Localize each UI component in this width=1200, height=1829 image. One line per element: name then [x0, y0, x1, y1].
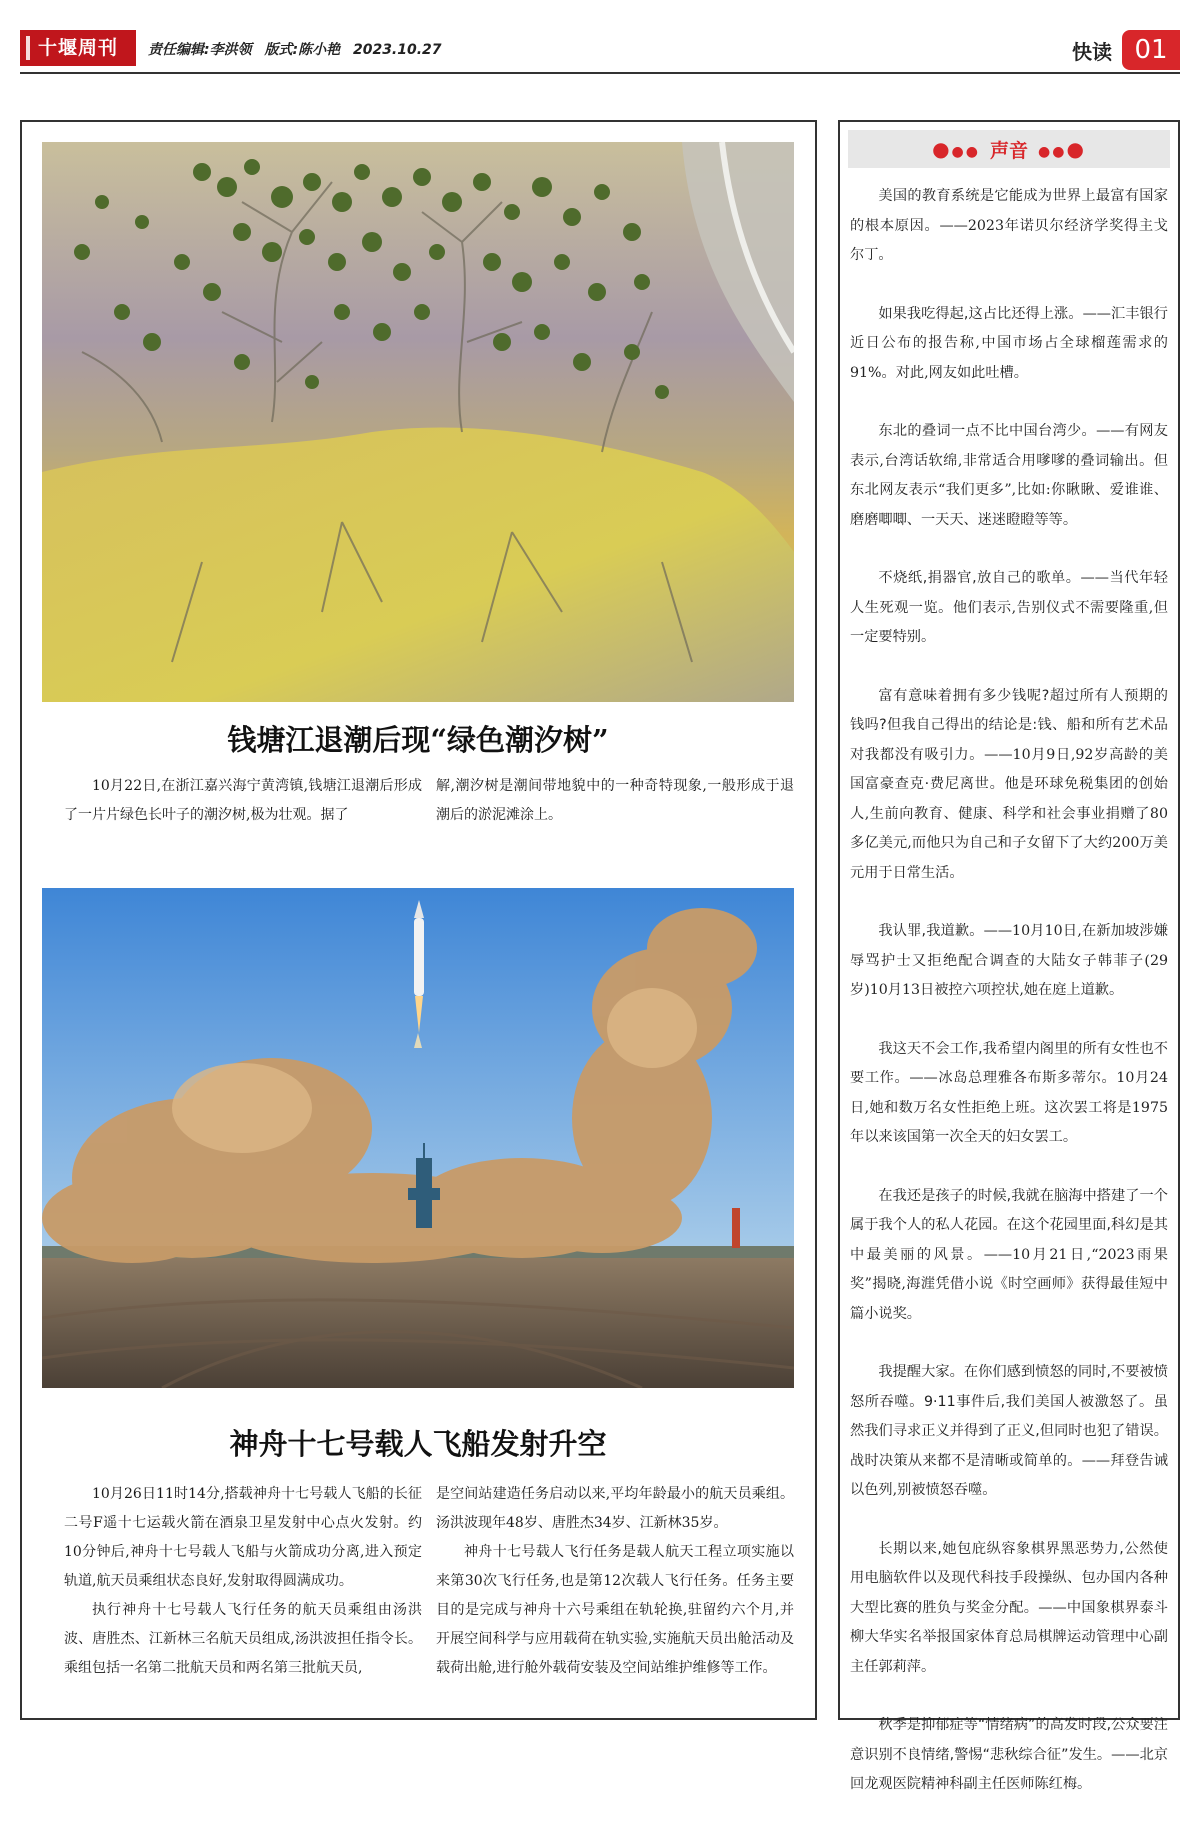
- rocket-launch-image: [42, 888, 794, 1388]
- story2-paragraph: 是空间站建造任务启动以来,平均年龄最小的航天员乘组。汤洪波现年48岁、唐胜杰34岁、江新林35岁。: [436, 1486, 794, 1531]
- quote-text: 富有意味着拥有多少钱呢?超过所有人预期的钱吗?但我自己得出的结论是:钱、船和所有艺术品对我都没有吸引力。: [850, 687, 1168, 763]
- story2-body: [42, 1480, 794, 1700]
- voices-header: [848, 130, 1170, 168]
- quote-source: ——有网友表示,台湾话软绵,非常适合用嗲嗲的叠词输出。但东北网友表示“我们更多”,比如:你瞅瞅、爱谁谁、磨磨唧唧、一天天、迷迷瞪瞪等等。: [850, 423, 1168, 528]
- quote-item: [850, 1358, 1168, 1506]
- quote-item: [850, 1711, 1168, 1800]
- decorative-dots-icon: ●●●: [1038, 137, 1086, 161]
- story1-text-right: 解,潮汐树是潮间带地貌中的一种奇特现象,一般形成于退潮后的淤泥滩涂上。: [436, 778, 794, 823]
- story2-paragraph: 执行神舟十七号载人飞行任务的航天员乘组由汤洪波、唐胜杰、江新林三名航天员组成,汤洪波担任指令长。乘组包括一名第二批航天员和两名第三批航天员,: [64, 1602, 422, 1676]
- quote-text: 长期以来,她包庇纵容象棋界黑恶势力,公然使用电脑软件以及现代科技手段操纵、包办国内各种大型比赛的胜负与奖金分配。: [850, 1540, 1168, 1616]
- quote-source: ——2023年诺贝尔经济学奖得主戈尔丁。: [850, 217, 1168, 263]
- quote-source: ——北京回龙观医院精神科副主任医师陈红梅。: [850, 1746, 1168, 1792]
- quote-text: 如果我吃得起,这占比还得上涨。: [878, 305, 1083, 322]
- editor-credit: 责任编辑:李洪领: [148, 42, 252, 58]
- quote-text: 我认罪,我道歉。: [878, 923, 984, 939]
- quote-source: ——10月21日,“2023雨果奖”揭晓,海漄凭借小说《时空画师》获得最佳短中篇小说奖。: [850, 1246, 1168, 1322]
- header-rule: [20, 72, 1180, 74]
- quote-source: ——拜登告诫以色列,别被愤怒吞噬。: [850, 1452, 1168, 1498]
- quote-text: 在我还是孩子的时候,我就在脑海中搭建了一个属于我个人的私人花园。在这个花园里面,科幻是其中最美丽的风景。: [850, 1187, 1168, 1263]
- quote-source: ——中国象棋界泰斗柳大华实名举报国家体育总局棋牌运动管理中心副主任郭莉萍。: [850, 1599, 1168, 1675]
- quote-source: ——10月10日,在新加坡涉嫌辱骂护士又拒绝配合调查的大陆女子韩菲子(29岁)10月13日被控六项控状,她在庭上道歉。: [850, 923, 1168, 998]
- quote-item: [850, 917, 1168, 1006]
- story1-headline: 钱塘江退潮后现“绿色潮汐树”: [227, 723, 609, 757]
- quote-item: [850, 182, 1168, 271]
- story1-text-left: 10月22日,在浙江嘉兴海宁黄湾镇,钱塘江退潮后形成了一片片绿色长叶子的潮汐树,极为壮观。据了: [64, 778, 422, 823]
- voices-sidebar: [838, 120, 1180, 1792]
- quote-item: [850, 1035, 1168, 1153]
- quote-source: ——汇丰银行近日公布的报告称,中国市场占全球榴莲需求的91%。对此,网友如此吐槽。: [850, 305, 1168, 381]
- quote-text: 秋季是抑郁症等“情绪病”的高发时段,公众要注意识别不良情绪,警惕“悲秋综合征”发生。: [850, 1717, 1168, 1763]
- decorative-dots-icon: ●●●: [932, 137, 980, 161]
- quote-item: [850, 300, 1168, 389]
- quote-item: [850, 682, 1168, 889]
- quote-text: 我提醒大家。在你们感到愤怒的同时,不要被愤怒所吞噬。9·11事件后,我们美国人被激怒了。虽然我们寻求正义并得到了正义,但同时也犯了错误。战时决策从来都不是清晰或简单的。: [850, 1364, 1168, 1469]
- credits-line: [148, 39, 442, 59]
- quote-item: [850, 1182, 1168, 1330]
- quote-text: 我这天不会工作,我希望内阁里的所有女性也不要工作。: [850, 1040, 1168, 1086]
- quote-text: 不烧纸,捐器官,放自己的歌单。: [878, 570, 1081, 586]
- logo-stripe: [26, 36, 30, 60]
- quote-item: [850, 1535, 1168, 1683]
- story1-body: [42, 772, 794, 842]
- tidal-tree-photo: [42, 142, 794, 702]
- story2-headline: 神舟十七号载人飞船发射升空: [229, 1427, 607, 1461]
- layout-credit: 版式:陈小艳: [264, 42, 341, 58]
- quote-text: 美国的教育系统是它能成为世界上最富有国家的根本原因。: [850, 188, 1168, 234]
- tidal-tree-image: [42, 142, 794, 702]
- quote-item: [850, 417, 1168, 535]
- quote-item: [850, 564, 1168, 653]
- masthead: [20, 30, 1180, 70]
- newspaper-logo: [20, 30, 136, 66]
- story2-paragraph: 10月26日11时14分,搭载神舟十七号载人飞船的长征二号F遥十七运载火箭在酒泉卫星发射中心点火发射。约10分钟后,神舟十七号载人飞船与火箭成功分离,进入预定轨道,航天员乘组状态良好,发射取得圆满成功。: [64, 1486, 422, 1589]
- quote-source: ——10月9日,92岁高龄的美国富豪查克·费尼离世。他是环球免税集团的创始人,生前向教育、健康、科学和社会事业捐赠了80多亿美元,而他只为自己和子女留下了大约200万美元用于日常生活。: [850, 746, 1168, 881]
- quote-list: [850, 182, 1168, 1829]
- quote-text: 东北的叠词一点不比中国台湾少。: [878, 423, 1097, 439]
- voices-title: 声音: [989, 139, 1028, 162]
- quote-source: ——冰岛总理雅各布斯多蒂尔。10月24日,她和数万名女性拒绝上班。这次罢工将是1975年以来该国第一次全天的妇女罢工。: [850, 1070, 1168, 1145]
- section-name: 快读: [1072, 40, 1112, 64]
- issue-date: 2023.10.27: [352, 42, 442, 58]
- rocket-launch-photo: [42, 888, 794, 1388]
- page-number-badge: 01: [1122, 30, 1180, 70]
- logo-text: 十堰周刊: [37, 37, 118, 59]
- quote-source: ——当代年轻人生死观一览。他们表示,告别仪式不需要隆重,但一定要特别。: [850, 570, 1168, 645]
- story2-paragraph: 神舟十七号载人飞行任务是载人航天工程立项实施以来第30次飞行任务,也是第12次载人飞行任务。任务主要目的是完成与神舟十六号乘组在轨轮换,驻留约六个月,并开展空间科学与应用载荷在轨实验,实施航天员出舱活动及载荷出舱,进行舱外载荷安装及空间站维护维修等工作。: [436, 1544, 794, 1676]
